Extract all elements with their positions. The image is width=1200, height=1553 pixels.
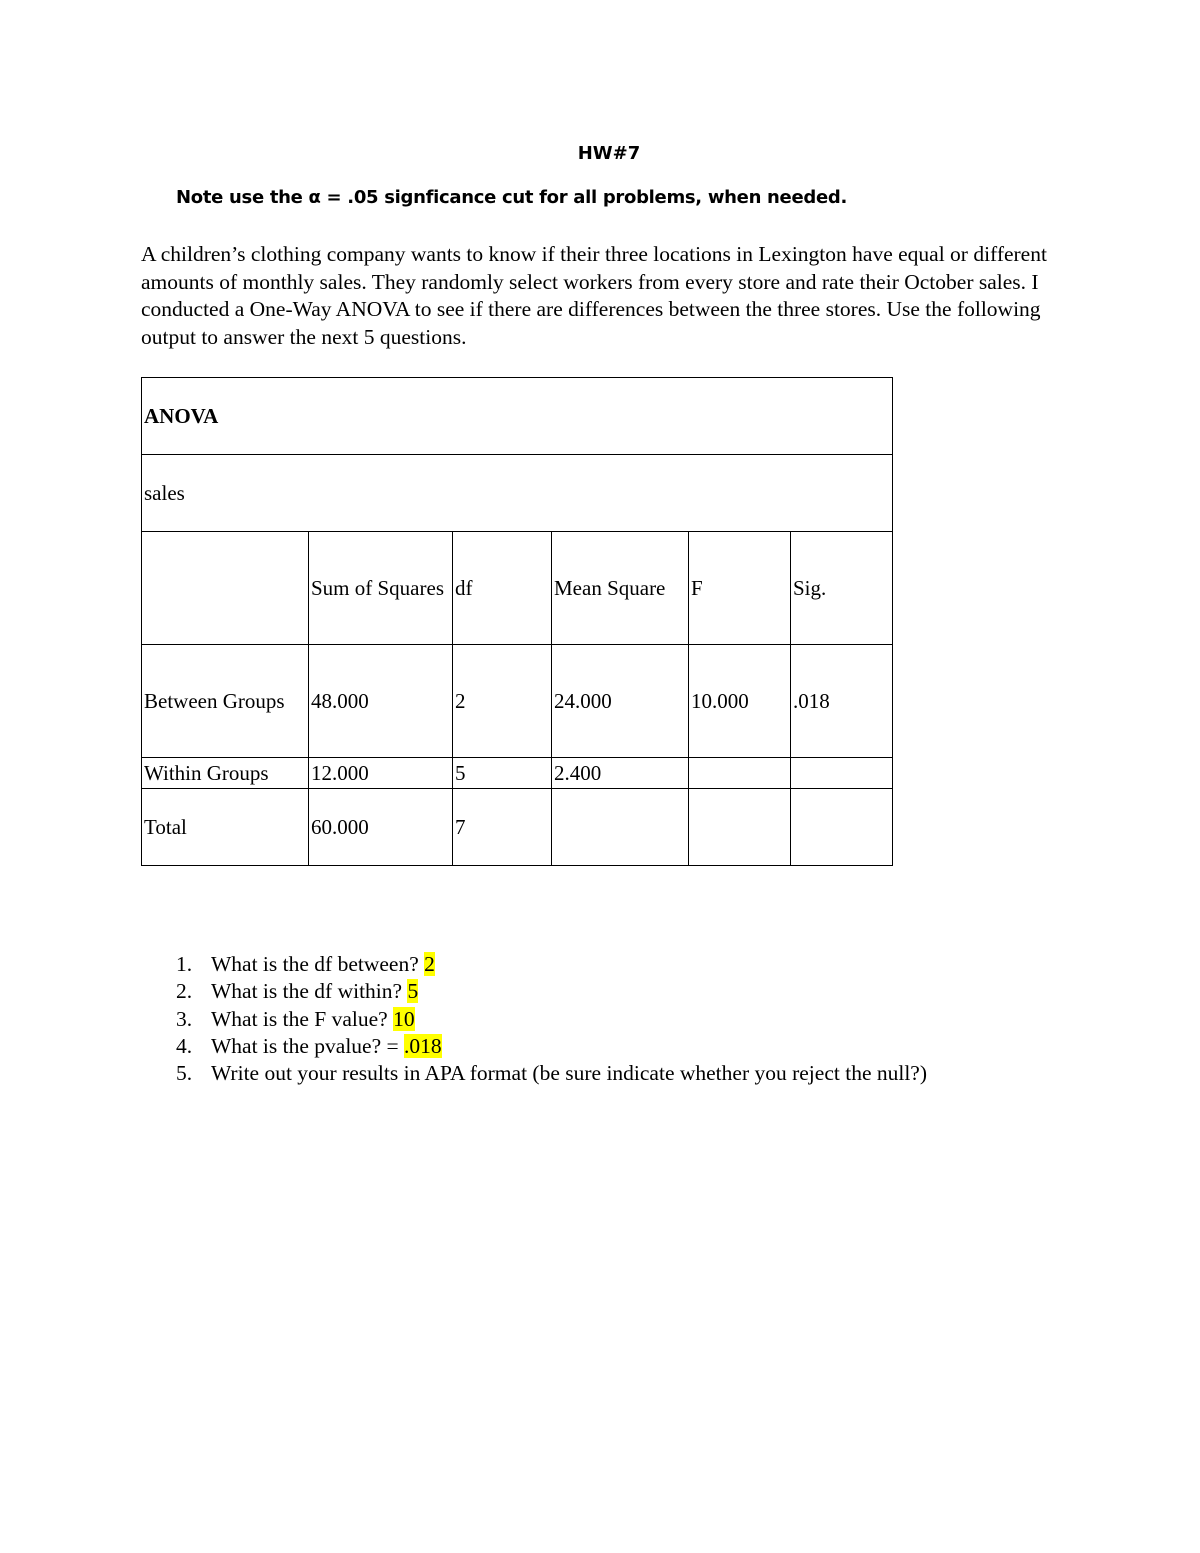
header-cell xyxy=(142,532,309,645)
table-cell: 2.400 xyxy=(552,758,689,789)
table-cell xyxy=(791,758,893,789)
table-cell: 48.000 xyxy=(309,645,453,758)
anova-table xyxy=(141,377,893,866)
question-text: What is the df between? xyxy=(211,952,425,976)
table-cell: 2 xyxy=(453,645,552,758)
question-number: 3. xyxy=(176,1006,193,1031)
question-text: What is the F value? xyxy=(211,1006,394,1031)
table-cell: .018 xyxy=(791,645,893,758)
table-title: ANOVA xyxy=(142,378,893,455)
note-text: Note use the α = .05 signficance cut for all problems, when needed. xyxy=(176,187,847,208)
table-cell: 24.000 xyxy=(552,645,689,758)
table-cell xyxy=(689,789,791,866)
header-cell: F xyxy=(689,532,791,645)
intro-paragraph xyxy=(141,241,1071,351)
table-row xyxy=(142,758,893,789)
header-cell: Sig. xyxy=(791,532,893,645)
header-cell: Mean Square xyxy=(552,532,689,645)
table-cell xyxy=(791,789,893,866)
header-cell: df xyxy=(453,532,552,645)
table-cell: 12.000 xyxy=(309,758,453,789)
table-cell: 7 xyxy=(453,789,552,866)
table-cell: 60.000 xyxy=(309,789,453,866)
question-item xyxy=(176,978,927,1005)
answer-highlight: 5 xyxy=(407,979,419,1004)
table-row xyxy=(142,789,893,866)
question-number: 2. xyxy=(176,979,193,1004)
question-item xyxy=(176,1006,927,1033)
intro-text: A children’s clothing company wants to know if their three locations in Lexington have equal or different amounts of monthly sales. They randomly select workers from every store and rate their October sales. I conducted a One-Way ANOVA to see if there are differences between the three stores. Use the following output to answer the next 5 questions. xyxy=(141,242,1047,349)
question-item xyxy=(176,1033,927,1060)
table-subtitle: sales xyxy=(142,455,893,532)
table-cell xyxy=(552,789,689,866)
question-number: 5. xyxy=(176,1061,193,1086)
answer-highlight: 2 xyxy=(424,952,435,976)
question-number: 1. xyxy=(176,952,193,976)
header-cell: Sum of Squares xyxy=(309,532,453,645)
answer-highlight: .018 xyxy=(404,1033,442,1058)
table-cell: 5 xyxy=(453,758,552,789)
table-cell: Total xyxy=(142,789,309,866)
table-cell: Within Groups xyxy=(142,758,309,789)
table-header-row xyxy=(142,532,893,645)
table-cell xyxy=(689,758,791,789)
question-text: What is the df within? xyxy=(211,979,408,1004)
question-number: 4. xyxy=(176,1033,193,1058)
question-item xyxy=(176,951,927,978)
table-cell: Between Groups xyxy=(142,645,309,758)
table-cell: 10.000 xyxy=(689,645,791,758)
table-row xyxy=(142,645,893,758)
question-list xyxy=(176,951,927,1087)
page-title: HW#7 xyxy=(577,143,641,164)
question-text: What is the pvalue? = xyxy=(211,1033,405,1058)
question-item xyxy=(176,1060,927,1087)
answer-highlight: 10 xyxy=(393,1006,415,1031)
question-text: Write out your results in APA format (be sure indicate whether you reject the null?) xyxy=(211,1061,928,1086)
